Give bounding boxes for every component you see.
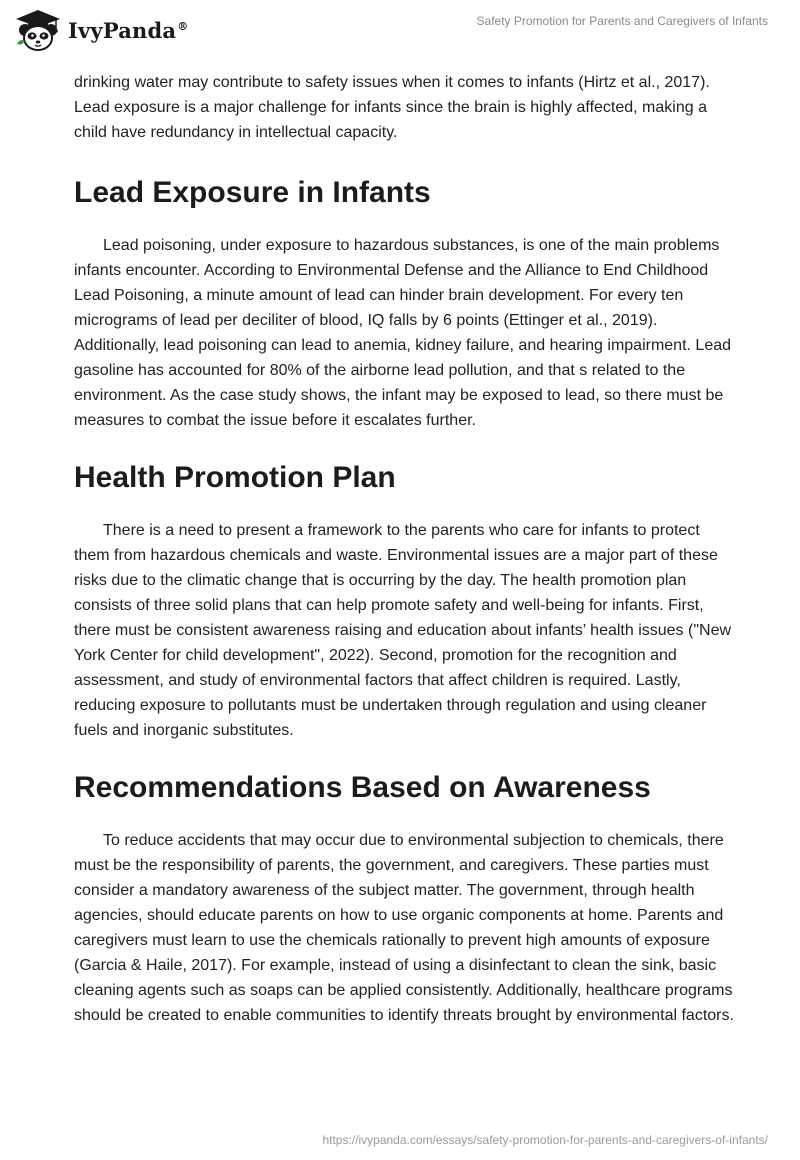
- page-header: [0, 0, 800, 62]
- section-heading-recommendations: Recommendations Based on Awareness: [74, 771, 651, 804]
- intro-paragraph: drinking water may contribute to safety issues when it comes to infants (Hirtz et al., 2017). Lead exposure is a major challenge for infants since the brain is highly affected, making a child have redundancy in intellectual capacity.: [74, 74, 710, 141]
- running-title: Safety Promotion for Parents and Caregivers of Infants: [476, 14, 768, 28]
- essay-content: [74, 70, 734, 1028]
- section-heading-lead-exposure: Lead Exposure in Infants: [74, 176, 431, 209]
- section-paragraph-lead-exposure: Lead poisoning, under exposure to hazardous substances, is one of the main problems infants encounter. According to Environmental Defense and the Alliance to End Childhood Lead Poisoning, a minute amount of lead can hinder brain development. For every ten micrograms of lead per deciliter of blood, IQ falls by 6 points (Ettinger et al., 2019). Additionally, lead poisoning can lead to anemia, kidney failure, and hearing impairment. Lead gasoline has accounted for 80% of the airborne lead pollution, and that s related to the environment. As the case study shows, the infant may be exposed to lead, so there must be measures to combat the issue before it escalates further.: [74, 237, 732, 429]
- section-paragraph-recommendations: To reduce accidents that may occur due to environmental subjection to chemicals, there must be the responsibility of parents, the government, and caregivers. These parties must consider a mandatory awareness of the subject matter. The government, through health agencies, should educate parents on how to use organic components at home. Parents and caregivers must learn to use the chemicals rationally to prevent high amounts of exposure (Garcia & Haile, 2017). For example, instead of using a disinfectant to clean the sink, basic cleaning agents such as soaps can be applied consistently. Additionally, healthcare programs should be created to enable communities to identify threats brought by environmental factors.: [74, 832, 734, 1024]
- brand-name: IvyPanda®: [68, 17, 189, 43]
- panda-graduate-icon: [14, 8, 62, 52]
- section-heading-health-promotion: Health Promotion Plan: [74, 461, 396, 494]
- section-paragraph-health-promotion: There is a need to present a framework to the parents who care for infants to protect them from hazardous chemicals and waste. Environmental issues are a major part of these risks due to the climatic change that is occurring by the day. The health promotion plan consists of three solid plans that can help promote safety and well-being for infants. First, there must be consistent awareness raising and education about infants’ health issues ("New York Center for child development", 2022). Second, promotion for the recognition and assessment, and study of environmental factors that affect children is required. Lastly, reducing exposure to pollutants must be undertaken through regulation and using cleaner fuels and inorganic substitutes.: [74, 522, 732, 739]
- ivypanda-logo[interactable]: [14, 8, 188, 52]
- source-url[interactable]: https://ivypanda.com/essays/safety-promotion-for-parents-and-caregivers-of-infants/: [322, 1133, 768, 1147]
